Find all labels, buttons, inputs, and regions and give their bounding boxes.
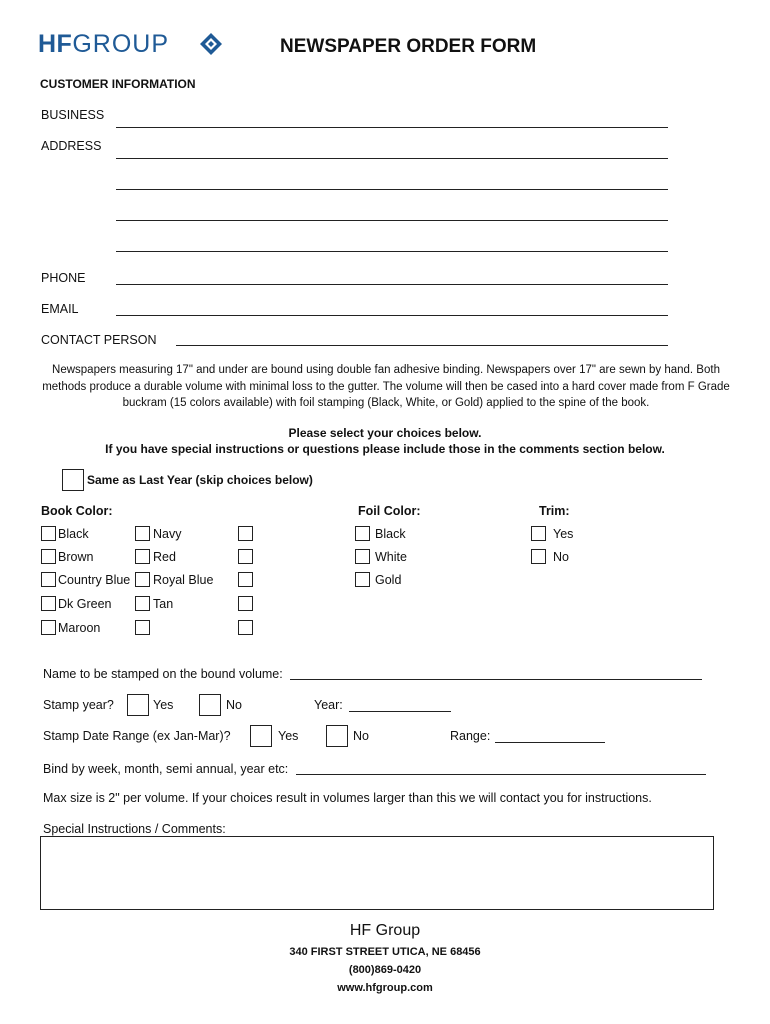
footer-phone: (800)869-0420 bbox=[348, 964, 422, 976]
book-color-blank-checkbox-1[interactable] bbox=[135, 620, 150, 635]
binding-description: Newspapers measuring 17" and under are bound using double fan adhesive binding. Newspapers over 17" are sewn by hand. Both methods produce a durable volume with minimal loss to the gutter. The volume will then be cased into a hard cover made from F Grade buckram (15 colors available) with foil stamping (Black, White, or Gold) applied to the spine of the book. bbox=[42, 364, 730, 409]
book-color-brown-checkbox[interactable] bbox=[41, 549, 56, 564]
stamp-year-yes-checkbox[interactable] bbox=[127, 694, 149, 716]
stamp-range-no-checkbox[interactable] bbox=[326, 725, 348, 747]
foil-color-white-checkbox[interactable] bbox=[355, 549, 370, 564]
hf-group-logo bbox=[38, 30, 169, 59]
form-title: NEWSPAPER ORDER FORM bbox=[280, 36, 537, 57]
stamp-year-no-checkbox[interactable] bbox=[199, 694, 221, 716]
foil-color-gold-checkbox[interactable] bbox=[355, 572, 370, 587]
footer-address: 340 FIRST STREET UTICA, NE 68456 bbox=[289, 946, 481, 958]
address-field-4[interactable] bbox=[116, 251, 668, 252]
book-color-brown-label: Brown bbox=[58, 550, 94, 564]
book-color-blank-checkbox-6[interactable] bbox=[238, 620, 253, 635]
select-note-line-1: Please select your choices below. bbox=[288, 426, 482, 440]
address-label: ADDRESS bbox=[41, 139, 102, 153]
address-field-1[interactable] bbox=[116, 158, 668, 159]
stamp-range-yes-checkbox[interactable] bbox=[250, 725, 272, 747]
business-field[interactable] bbox=[116, 127, 668, 128]
email-field[interactable] bbox=[116, 315, 668, 316]
book-color-country-blue-label: Country Blue bbox=[58, 573, 131, 587]
select-instructions bbox=[40, 425, 730, 457]
book-color-black-checkbox[interactable] bbox=[41, 526, 56, 541]
foil-color-heading: Foil Color: bbox=[358, 504, 421, 518]
stamp-year-label: Stamp year? bbox=[43, 698, 114, 712]
book-color-maroon-label: Maroon bbox=[58, 621, 101, 635]
stamp-range-yes-label: Yes bbox=[278, 729, 299, 743]
footer-company-name: HF Group bbox=[349, 922, 421, 939]
max-size-note: Max size is 2" per volume. If your choices result in volumes larger than this we will contact you for instructions. bbox=[43, 791, 652, 805]
business-label: BUSINESS bbox=[41, 108, 105, 122]
book-color-blank-checkbox-4[interactable] bbox=[238, 572, 253, 587]
stamp-name-label: Name to be stamped on the bound volume: bbox=[43, 667, 283, 681]
comments-label: Special Instructions / Comments: bbox=[43, 822, 226, 836]
same-as-last-year-checkbox[interactable] bbox=[62, 469, 84, 491]
book-color-country-blue-checkbox[interactable] bbox=[41, 572, 56, 587]
book-color-dk-green-checkbox[interactable] bbox=[41, 596, 56, 611]
book-color-royal-blue-label: Royal Blue bbox=[153, 573, 214, 587]
book-color-royal-blue-checkbox[interactable] bbox=[135, 572, 150, 587]
foil-color-gold-label: Gold bbox=[375, 573, 402, 587]
phone-field[interactable] bbox=[116, 284, 668, 285]
trim-heading: Trim: bbox=[539, 504, 570, 518]
book-color-blank-checkbox-3[interactable] bbox=[238, 549, 253, 564]
range-field[interactable] bbox=[495, 742, 605, 743]
book-color-red-label: Red bbox=[153, 550, 176, 564]
foil-color-black-label: Black bbox=[375, 527, 406, 541]
year-field-label: Year: bbox=[314, 698, 343, 712]
stamp-year-no-label: No bbox=[226, 698, 242, 712]
book-color-dk-green-label: Dk Green bbox=[58, 597, 112, 611]
book-color-blank-checkbox-2[interactable] bbox=[238, 526, 253, 541]
stamp-date-range-label: Stamp Date Range (ex Jan-Mar)? bbox=[43, 729, 231, 743]
logo-hf-text: HF bbox=[38, 30, 73, 58]
book-color-heading: Book Color: bbox=[41, 504, 113, 518]
phone-label: PHONE bbox=[41, 271, 86, 285]
book-color-navy-checkbox[interactable] bbox=[135, 526, 150, 541]
footer-website[interactable]: www.hfgroup.com bbox=[337, 982, 433, 994]
email-label: EMAIL bbox=[41, 302, 79, 316]
book-color-tan-checkbox[interactable] bbox=[135, 596, 150, 611]
book-color-navy-label: Navy bbox=[153, 527, 182, 541]
logo-group-text: GROUP bbox=[72, 30, 170, 58]
foil-color-black-checkbox[interactable] bbox=[355, 526, 370, 541]
year-field[interactable] bbox=[349, 711, 451, 712]
book-color-red-checkbox[interactable] bbox=[135, 549, 150, 564]
book-color-blank-checkbox-5[interactable] bbox=[238, 596, 253, 611]
book-color-maroon-checkbox[interactable] bbox=[41, 620, 56, 635]
trim-no-checkbox[interactable] bbox=[531, 549, 546, 564]
book-color-tan-label: Tan bbox=[153, 597, 174, 611]
stamp-name-field[interactable] bbox=[290, 679, 702, 680]
range-field-label: Range: bbox=[450, 729, 491, 743]
address-field-3[interactable] bbox=[116, 220, 668, 221]
bind-by-field[interactable] bbox=[296, 774, 706, 775]
bind-by-label: Bind by week, month, semi annual, year etc: bbox=[43, 762, 289, 776]
trim-no-label: No bbox=[553, 550, 569, 564]
select-note-line-2: If you have special instructions or questions please include those in the comments section below. bbox=[105, 442, 665, 456]
stamp-year-yes-label: Yes bbox=[153, 698, 174, 712]
stamp-range-no-label: No bbox=[353, 729, 369, 743]
foil-color-white-label: White bbox=[375, 550, 407, 564]
same-as-last-year-label: Same as Last Year (skip choices below) bbox=[87, 473, 313, 487]
customer-information-heading: CUSTOMER INFORMATION bbox=[40, 77, 196, 91]
contact-person-field[interactable] bbox=[176, 345, 668, 346]
logo-diamond-icon bbox=[200, 33, 222, 55]
comments-textarea[interactable] bbox=[40, 836, 714, 910]
book-color-black-label: Black bbox=[58, 527, 89, 541]
trim-yes-checkbox[interactable] bbox=[531, 526, 546, 541]
address-field-2[interactable] bbox=[116, 189, 668, 190]
trim-yes-label: Yes bbox=[553, 527, 574, 541]
contact-person-label: CONTACT PERSON bbox=[41, 333, 157, 347]
